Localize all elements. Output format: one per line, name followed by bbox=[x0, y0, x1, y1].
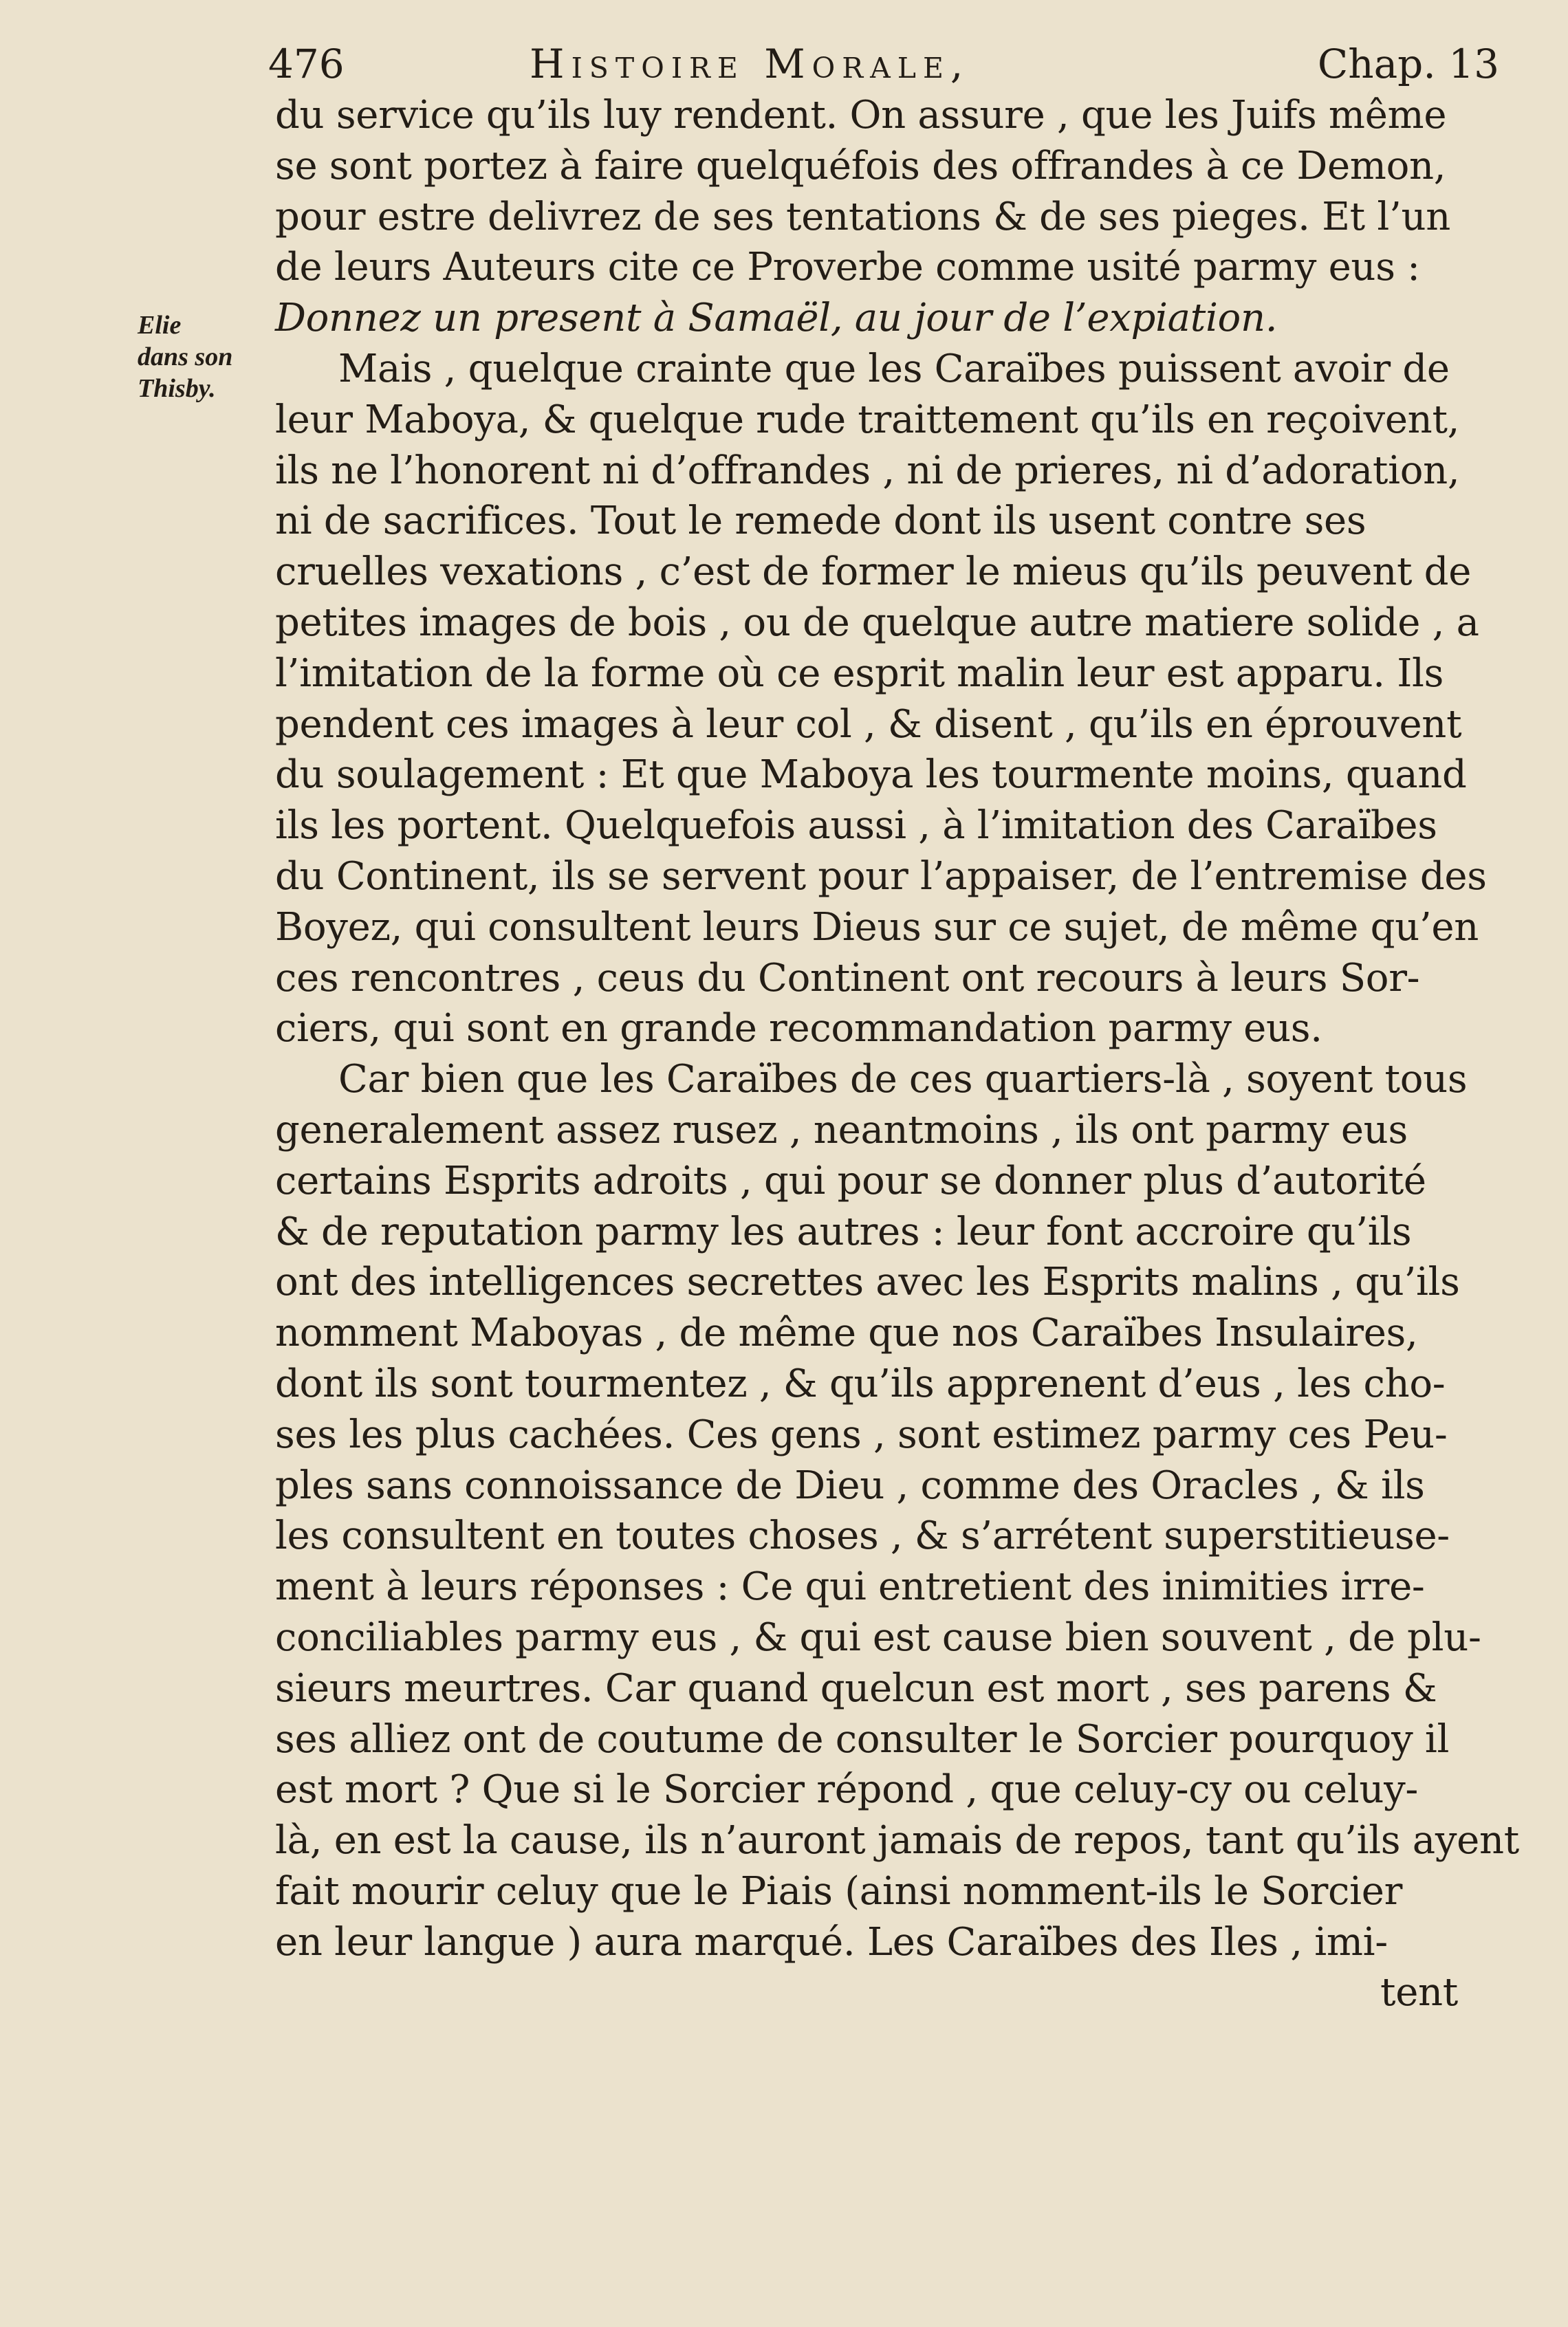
text-line: ils les portent. Quelquefois aussi , à l’imitation des Caraïbes bbox=[275, 803, 1437, 849]
text-line: les consultent en toutes choses , & s’arrétent superstitieuse- bbox=[275, 1514, 1450, 1559]
text-line: dont ils sont tourmentez , & qu’ils apprenent d’eus , les cho- bbox=[275, 1361, 1446, 1406]
text-line: sieurs meurtres. Car quand quelcun est mort , ses parens & bbox=[275, 1665, 1437, 1711]
text-line: ses alliez ont de coutume de consulter le Sorcier pourquoy il bbox=[275, 1716, 1450, 1762]
text-line: cruelles vexations , c’est de former le mieus qu’ils peuvent de bbox=[275, 549, 1472, 595]
marginal-note-line: Elie bbox=[138, 311, 182, 340]
text-line: en leur langue ) aura marqué. Les Caraïbes des Iles , imi- bbox=[275, 1919, 1388, 1965]
text-line: est mort ? Que si le Sorcier répond , que celuy-cy ou celuy- bbox=[275, 1767, 1419, 1813]
text-line: & de reputation parmy les autres : leur font accroire qu’ils bbox=[275, 1209, 1412, 1254]
text-line: leur Maboya, & quelque rude traittement qu’ils en reçoivent, bbox=[275, 397, 1460, 442]
catchword: tent bbox=[1380, 1970, 1458, 2015]
text-line: ples sans connoissance de Dieu , comme des Oracles , & ils bbox=[275, 1463, 1425, 1508]
text-line: du soulagement : Et que Maboya les tourmente moins, quand bbox=[275, 752, 1467, 798]
text-line: petites images de bois , ou de quelque autre matiere solide , a bbox=[275, 600, 1479, 645]
chapter-label: Chap. 13 bbox=[1317, 41, 1499, 87]
page-header bbox=[268, 40, 1499, 88]
text-line: nomment Maboyas , de même que nos Caraïbes Insulaires, bbox=[275, 1311, 1418, 1356]
text-line: generalement assez rusez , neantmoins , ils ont parmy eus bbox=[275, 1107, 1408, 1152]
marginal-note-line: Thisby. bbox=[138, 374, 216, 403]
marginal-note-line: dans son bbox=[138, 342, 233, 371]
text-line: pour estre delivrez de ses tentations & de ses pieges. Et l’un bbox=[275, 194, 1451, 239]
text-line: du service qu’ils luy rendent. On assure , que les Juifs même bbox=[275, 93, 1447, 138]
text-line: Car bien que les Caraïbes de ces quartiers-là , soyent tous bbox=[338, 1057, 1468, 1102]
marginal-note bbox=[138, 309, 268, 404]
text-line: là, en est la cause, ils n’auront jamais de repos, tant qu’ils ayent bbox=[275, 1818, 1519, 1864]
text-line: conciliables parmy eus , & qui est cause bien souvent , de plu- bbox=[275, 1615, 1481, 1660]
running-title: Histoire Morale, bbox=[530, 41, 970, 87]
text-line: ment à leurs réponses : Ce qui entretient des inimities irre- bbox=[275, 1564, 1425, 1610]
text-line: ni de sacrifices. Tout le remede dont ils usent contre ses bbox=[275, 499, 1366, 544]
text-line: ils ne l’honorent ni d’offrandes , ni de prieres, ni d’adoration, bbox=[275, 448, 1460, 493]
text-line: ciers, qui sont en grande recommandation parmy eus. bbox=[275, 1006, 1322, 1051]
text-line: du Continent, ils se servent pour l’appaiser, de l’entremise des bbox=[275, 853, 1487, 899]
text-line: de leurs Auteurs cite ce Proverbe comme usité parmy eus : bbox=[275, 245, 1420, 290]
text-line: Boyez, qui consultent leurs Dieus sur ce sujet, de même qu’en bbox=[275, 904, 1479, 950]
text-line: l’imitation de la forme où ce esprit malin leur est apparu. Ils bbox=[275, 651, 1444, 696]
body-text bbox=[275, 90, 1519, 2018]
text-line: se sont portez à faire quelquéfois des offrandes à ce Demon, bbox=[275, 143, 1446, 188]
text-line-proverb: Donnez un present à Samaël, au jour de l’expiation. bbox=[275, 296, 1278, 341]
text-line: ces rencontres , ceus du Continent ont recours à leurs Sor- bbox=[275, 955, 1420, 1001]
text-line: ont des intelligences secrettes avec les Esprits malins , qu’ils bbox=[275, 1260, 1460, 1305]
page-number: 476 bbox=[268, 41, 345, 87]
text-line: certains Esprits adroits , qui pour se donner plus d’autorité bbox=[275, 1158, 1426, 1203]
text-line: pendent ces images à leur col , & disent , qu’ils en éprouvent bbox=[275, 701, 1462, 747]
text-line: fait mourir celuy que le Piais (ainsi nomment-ils le Sorcier bbox=[275, 1868, 1403, 1914]
text-line: Mais , quelque crainte que les Caraïbes puissent avoir de bbox=[338, 346, 1450, 391]
text-line: ses les plus cachées. Ces gens , sont estimez parmy ces Peu- bbox=[275, 1412, 1448, 1457]
